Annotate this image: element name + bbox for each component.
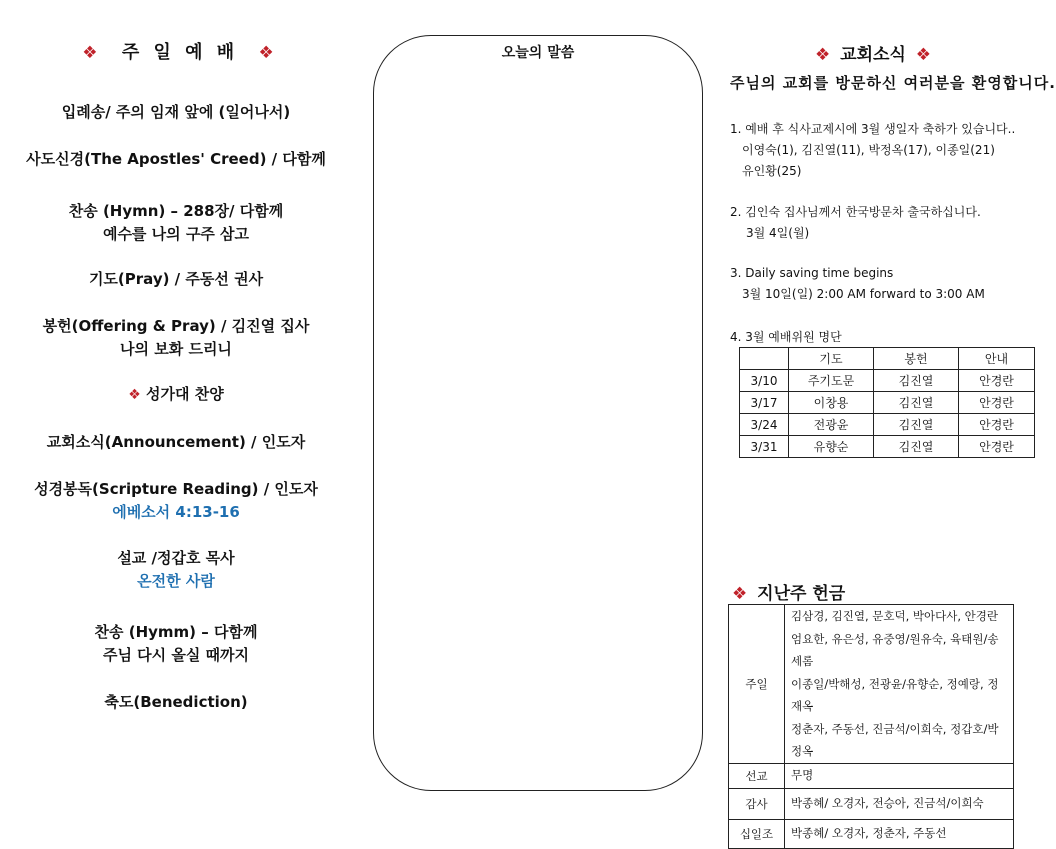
news-line: 1. 예배 후 식사교제시에 3월 생일자 축하가 있습니다.. bbox=[730, 122, 1016, 136]
order-item-sub: 주님 다시 올실 때까지 bbox=[102, 646, 250, 664]
verse-frame bbox=[373, 35, 703, 791]
order-item-label: 교회소식(Announcement) / 인도자 bbox=[46, 433, 306, 451]
news-line: 2. 김인숙 집사님께서 한국방문차 출국하십니다. bbox=[730, 205, 981, 219]
news-line: 4. 3월 예배위원 명단 bbox=[730, 330, 842, 344]
offering-names-line: 정춘자, 주동선, 진금석/이희숙, 정갑호/박정옥 bbox=[791, 721, 999, 758]
table-cell: 이창용 bbox=[789, 392, 874, 414]
offering-names bbox=[785, 763, 1014, 788]
offering-names-line: 무명 bbox=[791, 768, 814, 783]
order-item-processional bbox=[0, 101, 352, 124]
order-item-creed bbox=[0, 148, 352, 171]
news-line: 3. Daily saving time begins bbox=[730, 266, 894, 280]
offering-category: 선교 bbox=[729, 763, 785, 788]
order-item-closing-hymn bbox=[0, 621, 352, 667]
table-cell: 김진열 bbox=[874, 370, 959, 392]
order-item-label: 봉헌(Offering & Pray) / 김진열 집사 bbox=[42, 317, 310, 335]
order-item-scripture bbox=[0, 478, 352, 524]
diamond-ornament-icon: ❖ bbox=[732, 584, 748, 604]
table-row bbox=[729, 819, 1014, 848]
table-cell: 김진열 bbox=[874, 414, 959, 436]
table-cell: 전광윤 bbox=[789, 414, 874, 436]
news-line: 3월 10일(일) 2:00 AM forward to 3:00 AM bbox=[742, 287, 985, 301]
table-header-cell: 기도 bbox=[789, 348, 874, 370]
offering-title-text: 지난주 헌금 bbox=[757, 584, 846, 604]
table-header-cell: 안내 bbox=[959, 348, 1035, 370]
table-header-cell: 봉헌 bbox=[874, 348, 959, 370]
news-item-daylight-saving bbox=[730, 263, 985, 305]
table-row bbox=[729, 788, 1014, 819]
table-cell: 김진열 bbox=[874, 392, 959, 414]
diamond-ornament-icon: ❖ bbox=[82, 43, 102, 63]
offering-title bbox=[732, 579, 845, 604]
order-item-label: 성경봉독(Scripture Reading) / 인도자 bbox=[34, 480, 318, 498]
offering-names-line: 박종혜/ 오경자, 전승아, 진금석/이희숙 bbox=[791, 796, 984, 811]
table-cell: 안경란 bbox=[959, 436, 1035, 458]
order-item-choir bbox=[0, 383, 352, 407]
order-item-label: 기도(Pray) / 주동선 권사 bbox=[88, 270, 264, 288]
table-row bbox=[740, 392, 1035, 414]
table-cell: 3/17 bbox=[740, 392, 789, 414]
news-line: 이영숙(1), 김진열(11), 박정옥(17), 이종일(21) bbox=[742, 143, 995, 157]
offering-names-line: 김삼경, 김진열, 문호덕, 박아다사, 안경란 bbox=[791, 609, 998, 623]
order-item-offering bbox=[0, 315, 352, 361]
order-item-announcement bbox=[0, 431, 352, 454]
diamond-ornament-icon: ❖ bbox=[128, 387, 141, 403]
offering-names bbox=[785, 819, 1014, 848]
table-cell: 안경란 bbox=[959, 392, 1035, 414]
sermon-title: 온전한 사람 bbox=[137, 572, 215, 590]
offering-names-line: 엄요한, 유은성, 유중영/원유숙, 육태원/송세롬 bbox=[791, 631, 999, 668]
worship-title bbox=[0, 38, 360, 64]
scripture-reference: 에베소서 4:13-16 bbox=[112, 503, 240, 521]
order-item-label: 사도신경(The Apostles' Creed) / 다함께 bbox=[26, 150, 326, 168]
offering-names bbox=[785, 605, 1014, 764]
table-cell: 김진열 bbox=[874, 436, 959, 458]
worship-title-text: 주 일 예 배 bbox=[121, 42, 239, 63]
news-line: 3월 4일(월) bbox=[746, 226, 810, 240]
offering-names-line: 이종일/박해성, 전광윤/유향순, 정예랑, 정재옥 bbox=[791, 676, 999, 713]
offering-names bbox=[785, 788, 1014, 819]
order-item-label: 설교 /정갑호 목사 bbox=[117, 549, 235, 567]
order-item-label: 성가대 찬양 bbox=[146, 385, 224, 403]
diamond-ornament-icon: ❖ bbox=[815, 45, 831, 65]
offering-category: 십일조 bbox=[729, 819, 785, 848]
order-item-label: 찬송 (Hymm) – 다함께 bbox=[94, 623, 258, 641]
order-item-label: 찬송 (Hymn) – 288장/ 다함께 bbox=[68, 202, 284, 220]
order-item-hymn bbox=[0, 200, 352, 246]
table-row bbox=[740, 436, 1035, 458]
table-cell: 3/24 bbox=[740, 414, 789, 436]
table-header-row bbox=[740, 348, 1035, 370]
table-cell: 유향순 bbox=[789, 436, 874, 458]
table-cell: 안경란 bbox=[959, 370, 1035, 392]
order-item-benediction bbox=[0, 691, 352, 714]
order-item-sermon bbox=[0, 547, 352, 593]
order-item-sub: 나의 보화 드리니 bbox=[120, 340, 232, 358]
offering-names-line: 박종혜/ 오경자, 정춘자, 주동선 bbox=[791, 826, 947, 841]
news-item-departure bbox=[730, 202, 981, 244]
order-item-prayer bbox=[0, 268, 352, 291]
order-item-label: 입례송/ 주의 임재 앞에 (일어나서) bbox=[61, 103, 291, 121]
welcome-message: 주님의 교회를 방문하신 여러분을 환영합니다. bbox=[730, 74, 1056, 92]
servers-table bbox=[739, 347, 1035, 458]
verse-title: 오늘의 말씀 bbox=[501, 45, 575, 61]
table-row bbox=[740, 370, 1035, 392]
table-cell: 주기도문 bbox=[789, 370, 874, 392]
offering-table bbox=[728, 604, 1014, 849]
table-cell: 3/10 bbox=[740, 370, 789, 392]
table-row bbox=[729, 763, 1014, 788]
news-item-birthdays bbox=[730, 119, 1015, 182]
table-row bbox=[729, 605, 1014, 764]
news-item-servers bbox=[730, 327, 842, 348]
table-cell: 3/31 bbox=[740, 436, 789, 458]
table-cell: 안경란 bbox=[959, 414, 1035, 436]
news-title-text: 교회소식 bbox=[840, 45, 906, 65]
diamond-ornament-icon: ❖ bbox=[915, 45, 932, 65]
diamond-ornament-icon: ❖ bbox=[258, 43, 278, 63]
order-item-sub: 예수를 나의 구주 삼고 bbox=[102, 225, 250, 243]
offering-category: 주일 bbox=[729, 605, 785, 764]
table-row bbox=[740, 414, 1035, 436]
table-header-cell bbox=[740, 348, 789, 370]
order-item-label: 축도(Benediction) bbox=[104, 693, 248, 711]
news-title bbox=[815, 40, 931, 65]
news-line: 유인황(25) bbox=[742, 164, 802, 178]
offering-category: 감사 bbox=[729, 788, 785, 819]
